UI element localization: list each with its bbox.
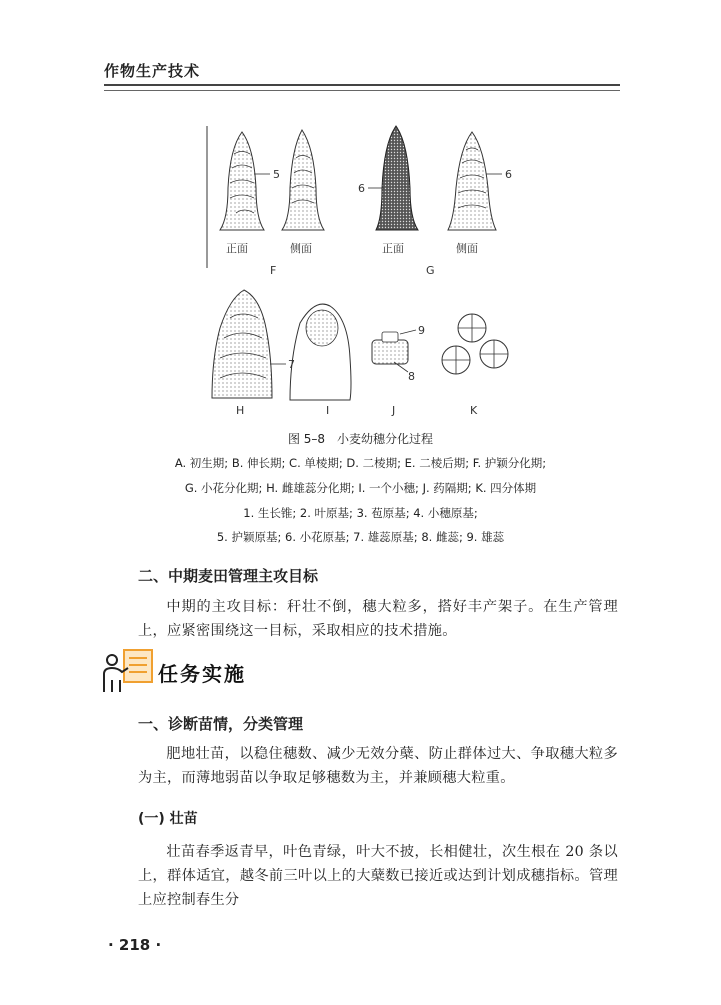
- mid-term-goal-paragraph: 中期的主攻目标：秆壮不倒，穗大粒多，搭好丰产架子。在生产管理上，应紧密围绕这一目标，采取相应的技术措施。: [138, 599, 618, 639]
- legend-line-3: 1. 生长锥; 2. 叶原基; 3. 苞原基; 4. 小穗原基;: [243, 506, 478, 520]
- spike-h: [212, 290, 272, 398]
- running-head: 作物生产技术: [104, 62, 201, 80]
- header-rule: [104, 84, 620, 86]
- callout-6-front: 6: [358, 182, 365, 195]
- spike-f-front: [220, 132, 264, 230]
- spike-differentiation-figure: [150, 118, 590, 428]
- view-label-g-side: 侧面: [456, 242, 478, 255]
- figure-caption: 图 5–8 小麦幼穗分化过程: [287, 432, 434, 446]
- view-label-g-front: 正面: [382, 242, 404, 255]
- legend-line-1: A. 初生期; B. 伸长期; C. 单棱期; D. 二棱期; E. 二棱后期; F. 护颖分化期;: [174, 456, 547, 470]
- anther-j: [372, 332, 408, 364]
- view-label-f-front: 正面: [226, 242, 248, 255]
- legend-line-2: G. 小花分化期; H. 雌雄蕊分化期; I. 一个小穗; J. 药隔期; K. 四分体期: [184, 481, 537, 495]
- tetrads-k: [442, 314, 508, 374]
- page-number: · 218 ·: [108, 936, 162, 954]
- spike-f-side: [282, 130, 324, 230]
- section-heading-diagnose: 一、诊断苗情，分类管理: [138, 715, 304, 733]
- spikelet-i: [290, 304, 351, 400]
- diagnose-paragraph: 肥地壮苗，以稳住穗数、减少无效分蘖、防止群体过大、争取穗大粒多为主，而薄地弱苗以争取足够穗数为主，并兼顾穗大粒重。: [138, 746, 618, 786]
- callout-8: 8: [408, 370, 415, 383]
- figure-drawing: [150, 118, 590, 428]
- callout-7: 7: [288, 358, 295, 371]
- callout-9: 9: [418, 324, 425, 337]
- view-label-f-side: 侧面: [290, 242, 312, 255]
- panel-label-f: F: [270, 264, 277, 277]
- panel-label-h: H: [236, 404, 245, 417]
- callout-6-side: 6: [505, 168, 512, 181]
- task-banner: [100, 646, 300, 696]
- header-rule-thin: [104, 90, 620, 91]
- task-section-title: 任务实施: [158, 662, 246, 686]
- panel-label-j: J: [392, 404, 396, 417]
- presenter-board-icon: [100, 646, 156, 696]
- section-heading-mid-term-goal: 二、中期麦田管理主攻目标: [138, 567, 319, 585]
- spike-g-side: [448, 132, 496, 230]
- strong-seedling-paragraph: 壮苗春季返青早，叶色青绿，叶大不披，长相健壮，次生根在 20 条以上，群体适宜，越冬前三叶以上的大蘖数已接近或达到计划成穗指标。管理上应控制春生分: [138, 844, 618, 908]
- legend-line-4: 5. 护颖原基; 6. 小花原基; 7. 雄蕊原基; 8. 雌蕊; 9. 雄蕊: [216, 530, 505, 544]
- spike-g-front: [376, 126, 418, 230]
- panel-label-k: K: [470, 404, 478, 417]
- panel-label-i: I: [326, 404, 330, 417]
- panel-label-g: G: [426, 264, 435, 277]
- callout-5: 5: [273, 168, 280, 181]
- subheading-strong-seedling: (一) 壮苗: [138, 811, 198, 827]
